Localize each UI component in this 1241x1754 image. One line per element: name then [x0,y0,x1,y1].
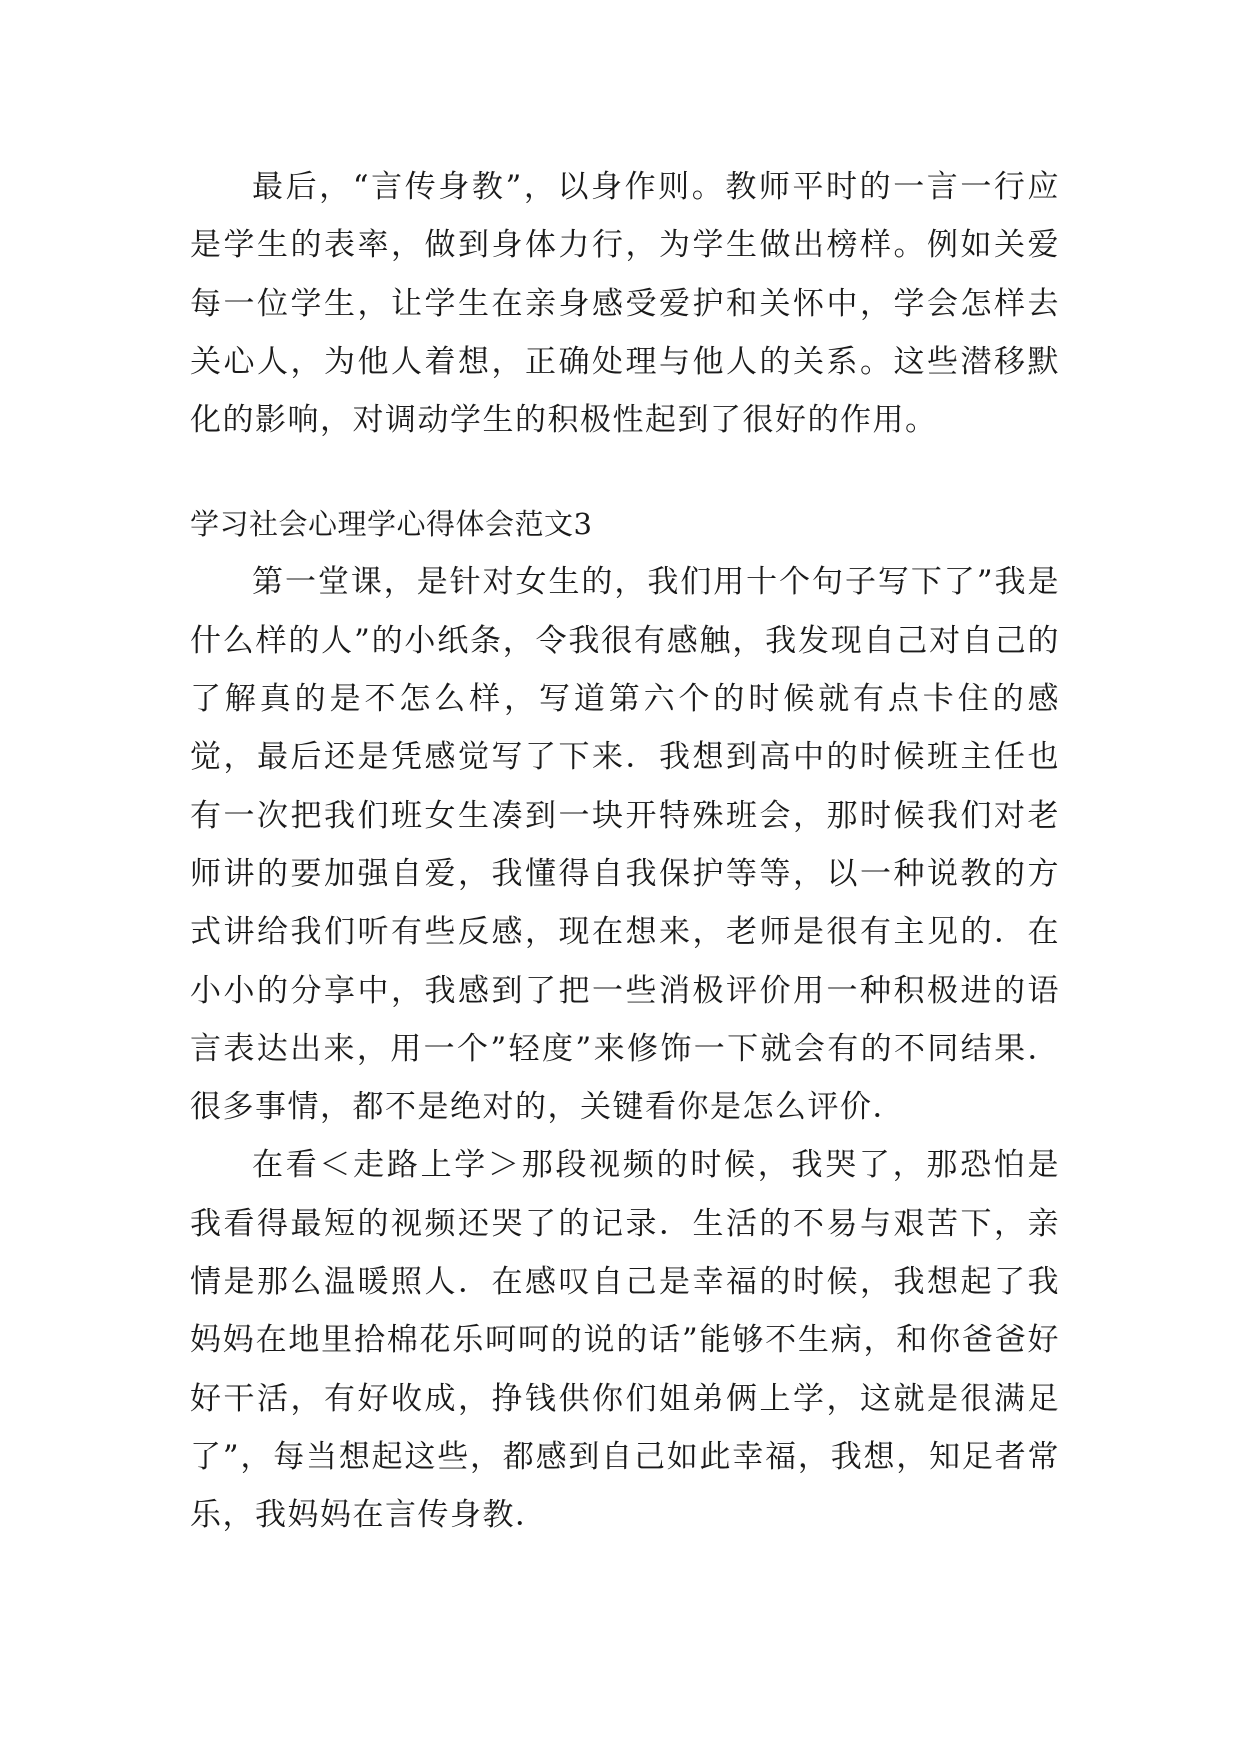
section-heading: 学习社会心理学心得体会范文3 [190,507,593,542]
body-paragraph: 第一堂课，是针对女生的，我们用十个句子写下了”我是什么样的人”的小纸条，令我很有感触，我发现自己对自己的了解真的是不怎么样，写道第六个的时候就有点卡住的感觉，最后还是凭感觉写了下来．我想到高中的时候班主任也有一次把我们班女生凑到一块开特殊班会，那时候我们对老师讲的要加强自爱，我懂得自我保护等等，以一种说教的方式讲给我们听有些反感，现在想来，老师是很有主见的．在小小的分享中，我感到了把一些消极评价用一种积极进的语言表达出来，用一个”轻度”来修饰一下就会有的不同结果．很多事情，都不是绝对的，关键看你是怎么评价． [190,564,1060,1126]
body-paragraph: 在看＜走路上学＞那段视频的时候，我哭了，那恐怕是我看得最短的视频还哭了的记录．生活的不易与艰苦下，亲情是那么温暖照人．在感叹自己是幸福的时候，我想起了我妈妈在地里拾棉花乐呵呵的说的话”能够不生病，和你爸爸好好干活，有好收成，挣钱供你们姐弟俩上学，这就是很满足了”，每当想起这些，都感到自己如此幸福，我想，知足者常乐，我妈妈在言传身教． [190,1147,1060,1534]
document-body [190,158,1060,1545]
body-paragraph: 最后，“言传身教”，以身作则。教师平时的一言一行应是学生的表率，做到身体力行，为学生做出榜样。例如关爱每一位学生，让学生在亲身感受爱护和关怀中，学会怎样去关心人，为他人着想，正确处理与他人的关系。这些潜移默化的影响，对调动学生的积极性起到了很好的作用。 [190,169,1060,439]
